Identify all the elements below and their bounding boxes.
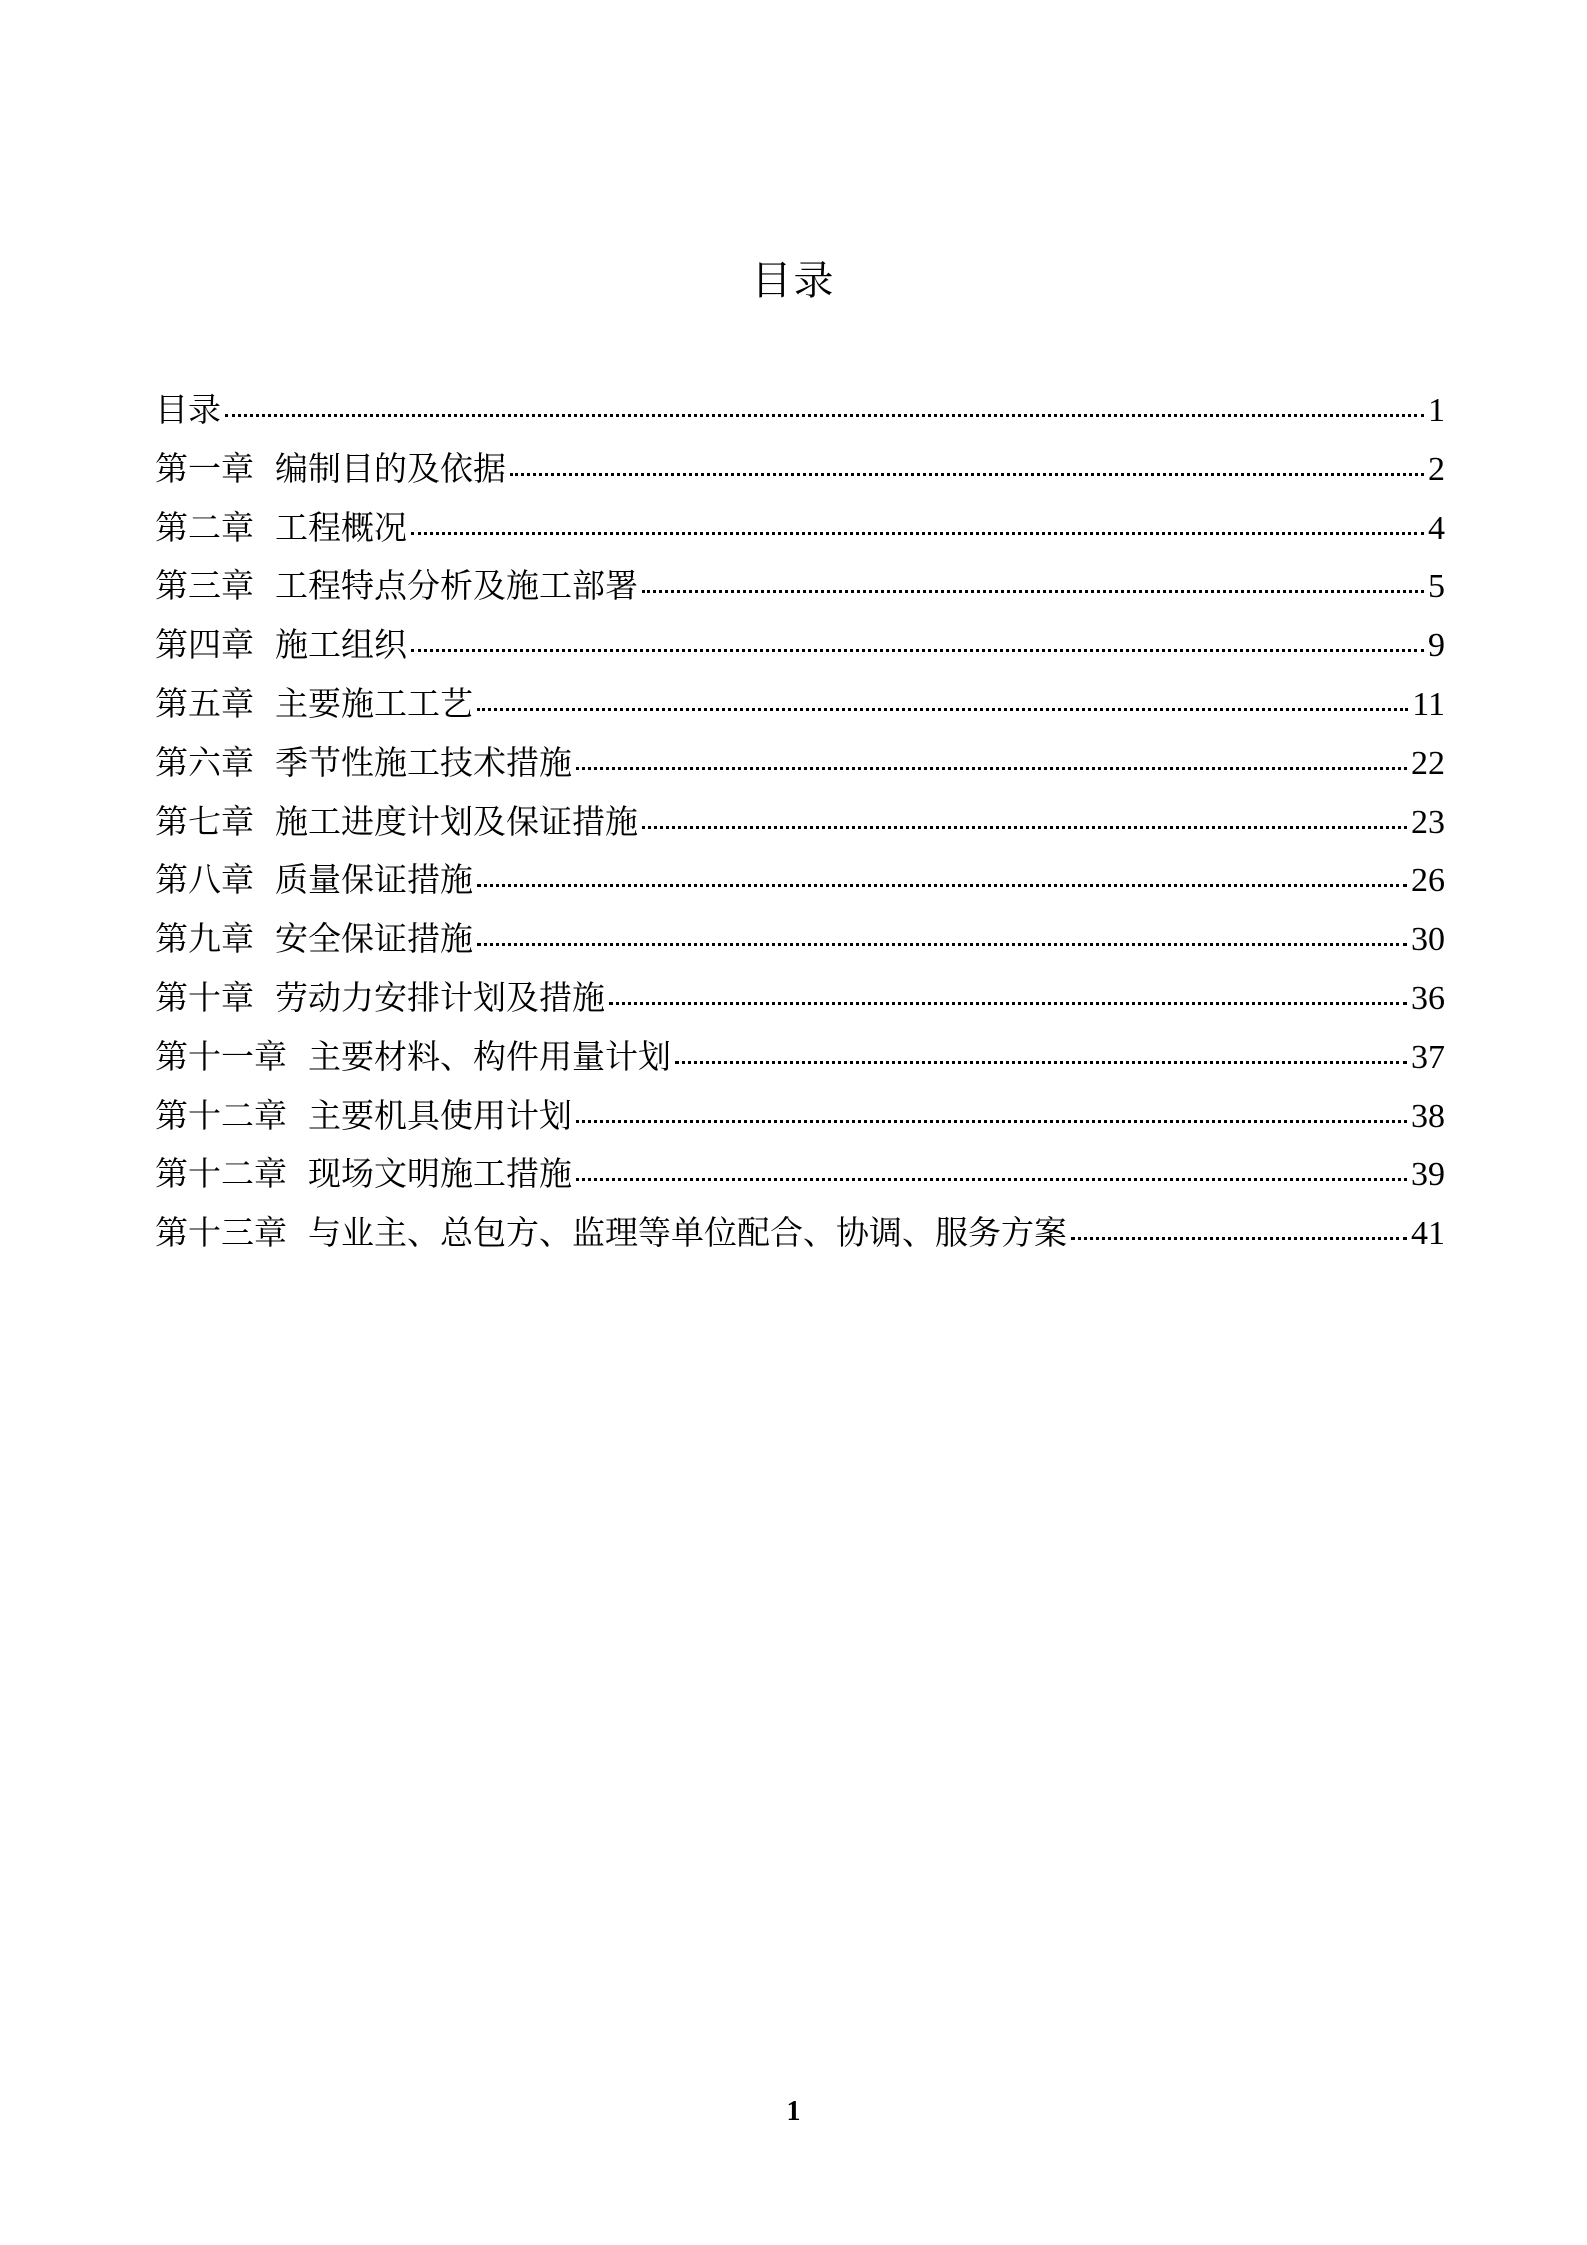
toc-leader-dots bbox=[477, 884, 1407, 887]
toc-entry-page: 38 bbox=[1411, 1097, 1445, 1135]
toc-entry[interactable] bbox=[155, 802, 1445, 861]
toc-entry-label: 第五章 主要施工工艺 bbox=[155, 683, 473, 723]
toc-entry[interactable] bbox=[155, 978, 1445, 1037]
toc-leader-dots bbox=[411, 649, 1424, 652]
toc-leader-dots bbox=[675, 1061, 1407, 1064]
toc-entry-page: 22 bbox=[1411, 744, 1445, 782]
toc-entry[interactable] bbox=[155, 1037, 1445, 1096]
toc-entry[interactable] bbox=[155, 625, 1445, 684]
toc-entry-label: 第一章 编制目的及依据 bbox=[155, 448, 506, 488]
toc-leader-dots bbox=[411, 532, 1424, 535]
toc-entry-page: 9 bbox=[1428, 627, 1445, 665]
toc-leader-dots bbox=[477, 708, 1408, 711]
toc-entry-page: 41 bbox=[1411, 1215, 1445, 1253]
toc-entry-label: 第二章 工程概况 bbox=[155, 507, 407, 547]
toc-entry-page: 1 bbox=[1428, 392, 1445, 429]
toc-entry-label: 第十二章 主要机具使用计划 bbox=[155, 1095, 572, 1135]
toc-entry-page: 2 bbox=[1428, 450, 1445, 488]
toc-entry-label: 第十一章 主要材料、构件用量计划 bbox=[155, 1036, 671, 1076]
toc-leader-dots bbox=[477, 943, 1407, 946]
toc-entry-page: 11 bbox=[1412, 685, 1445, 723]
toc-entry[interactable] bbox=[155, 919, 1445, 978]
toc-entry-page: 4 bbox=[1428, 509, 1445, 547]
toc-entry-label: 第六章 季节性施工技术措施 bbox=[155, 742, 572, 782]
toc-entry-label: 第九章 安全保证措施 bbox=[155, 919, 473, 959]
toc-entry[interactable] bbox=[155, 743, 1445, 802]
toc-leader-dots bbox=[576, 1120, 1407, 1123]
toc-entry-label: 第七章 施工进度计划及保证措施 bbox=[155, 801, 638, 841]
toc-entry-page: 36 bbox=[1411, 979, 1445, 1017]
toc-entry-label: 目录 bbox=[155, 390, 221, 429]
toc-entry-page: 26 bbox=[1411, 862, 1445, 900]
toc-entry[interactable] bbox=[155, 390, 1445, 449]
toc-entry[interactable] bbox=[155, 684, 1445, 743]
toc-entry-page: 37 bbox=[1411, 1038, 1445, 1076]
toc-entry[interactable] bbox=[155, 449, 1445, 508]
toc-leader-dots bbox=[642, 826, 1407, 829]
toc-entry-page: 39 bbox=[1411, 1156, 1445, 1194]
page-title: 目录 bbox=[751, 258, 836, 304]
toc-leader-dots bbox=[609, 1002, 1407, 1005]
table-of-contents bbox=[155, 390, 1445, 1272]
toc-leader-dots bbox=[1071, 1237, 1407, 1240]
toc-leader-dots bbox=[576, 767, 1407, 770]
toc-leader-dots bbox=[642, 590, 1424, 593]
toc-entry-label: 第三章 工程特点分析及施工部署 bbox=[155, 566, 638, 606]
toc-entry[interactable] bbox=[155, 1154, 1445, 1213]
toc-entry-label: 第十二章 现场文明施工措施 bbox=[155, 1154, 572, 1194]
toc-entry-label: 第八章 质量保证措施 bbox=[155, 860, 473, 900]
toc-entry-page: 30 bbox=[1411, 921, 1445, 959]
toc-leader-dots bbox=[225, 414, 1424, 417]
toc-entry[interactable] bbox=[155, 1213, 1445, 1272]
toc-entry[interactable] bbox=[155, 508, 1445, 567]
toc-entry-label: 第十三章 与业主、总包方、监理等单位配合、协调、服务方案 bbox=[155, 1213, 1067, 1253]
toc-entry-page: 5 bbox=[1428, 568, 1445, 606]
toc-entry-label: 第十章 劳动力安排计划及措施 bbox=[155, 977, 605, 1017]
toc-entry[interactable] bbox=[155, 1096, 1445, 1155]
toc-entry[interactable] bbox=[155, 566, 1445, 625]
page-number: 1 bbox=[786, 2096, 801, 2127]
toc-leader-dots bbox=[510, 473, 1424, 476]
toc-entry-label: 第四章 施工组织 bbox=[155, 625, 407, 665]
toc-entry-page: 23 bbox=[1411, 803, 1445, 841]
toc-leader-dots bbox=[576, 1178, 1407, 1181]
toc-entry[interactable] bbox=[155, 860, 1445, 919]
